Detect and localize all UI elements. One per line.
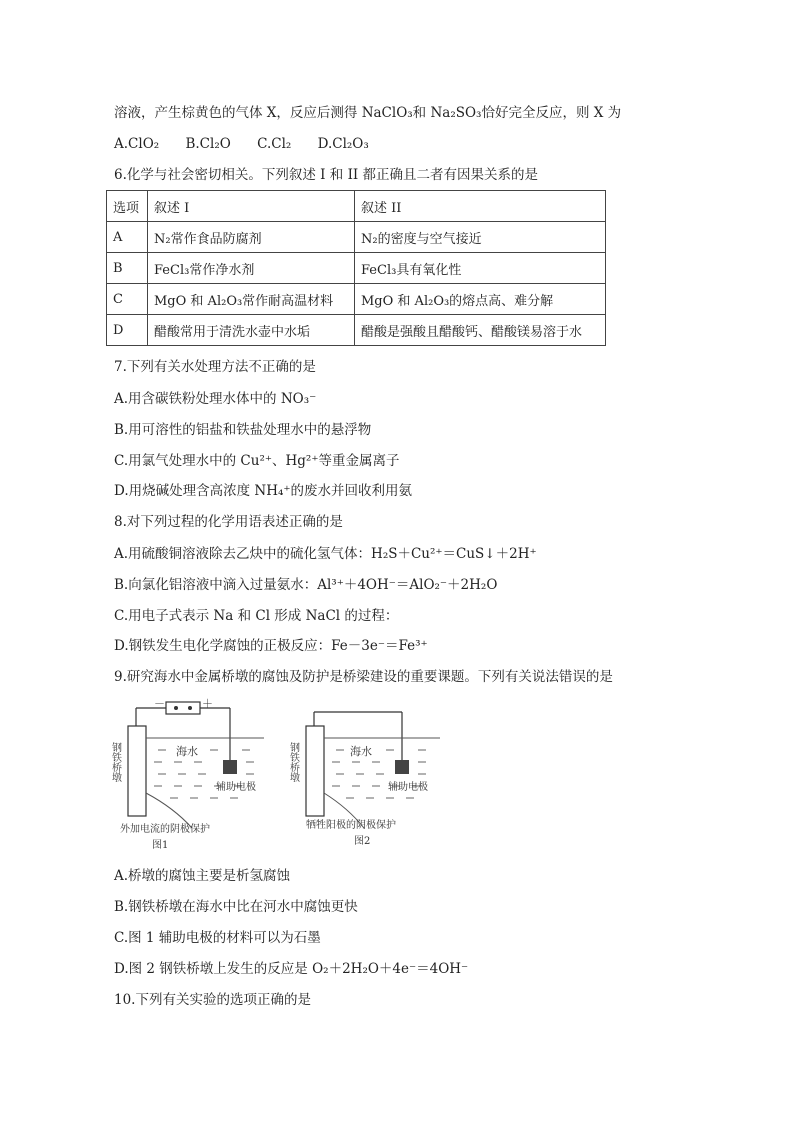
q9-figures	[109, 697, 444, 858]
electrode-label-1: 辅助电极	[216, 782, 256, 793]
minus-label: －	[154, 697, 165, 710]
row-option: C	[107, 284, 148, 315]
row-statement-1: 醋酸常用于清洗水壶中水垢	[148, 315, 355, 346]
row-statement-2: FeCl₃具有氧化性	[355, 253, 606, 284]
q9-option-d: D.图 2 钢铁桥墩上发生的反应是 O₂＋2H₂O＋4e⁻＝4OH⁻	[114, 961, 469, 977]
q10-stem: 10.下列有关实验的选项正确的是	[114, 992, 311, 1008]
q8-option-d: D.钢铁发生电化学腐蚀的正极反应：Fe－3e⁻＝Fe³⁺	[114, 638, 428, 654]
q7-option-a: A.用含碳铁粉处理水体中的 NO₃⁻	[114, 391, 317, 407]
row-statement-2: N₂的密度与空气接近	[355, 222, 606, 253]
caption-1: 外加电流的阴极保护	[120, 824, 210, 835]
steel-pier-2	[306, 726, 324, 816]
auxiliary-electrode-1	[223, 760, 237, 774]
q7-option-d: D.用烧碱处理含高浓度 NH₄⁺的废水并回收利用氨	[114, 483, 413, 499]
table-row	[107, 222, 606, 253]
steel-pier-1	[128, 726, 146, 816]
electrode-label-2: 辅助电极	[388, 782, 428, 793]
row-option: B	[107, 253, 148, 284]
q9-stem: 9.研究海水中金属桥墩的腐蚀及防护是桥梁建设的重要课题。下列有关说法错误的是	[114, 669, 613, 685]
row-statement-2: MgO 和 Al₂O₃的熔点高、难分解	[355, 284, 606, 315]
q9-option-c: C.图 1 辅助电极的材料可以为石墨	[114, 930, 321, 946]
caption-2: 牺牲阳极的阴极保护	[306, 820, 396, 831]
header-statement-2: 叙述 II	[355, 191, 606, 222]
row-option: D	[107, 315, 148, 346]
header-option: 选项	[107, 191, 148, 222]
q6-table	[106, 190, 606, 346]
table-row	[107, 284, 606, 315]
figure-label-2: 图2	[354, 836, 371, 847]
q7-option-b: B.用可溶性的铝盐和铁盐处理水中的悬浮物	[114, 422, 372, 438]
q8-option-b: B.向氯化铝溶液中滴入过量氨水：Al³⁺＋4OH⁻＝AlO₂⁻＋2H₂O	[114, 577, 498, 593]
q5-option-b: B.Cl₂O	[185, 136, 231, 152]
water-label-1: 海水	[176, 745, 198, 758]
q9-option-b: B.钢铁桥墩在海水中比在河水中腐蚀更快	[114, 899, 358, 915]
plus-label: ＋	[202, 697, 213, 710]
row-statement-1: FeCl₃常作净水剂	[148, 253, 355, 284]
table-row	[107, 253, 606, 284]
header-statement-1: 叙述 I	[148, 191, 355, 222]
seabed-1	[146, 793, 192, 828]
water-label-2: 海水	[350, 745, 372, 758]
row-statement-1: N₂常作食品防腐剂	[148, 222, 355, 253]
row-option: A	[107, 222, 148, 253]
pier-label-2: 钢铁桥墩	[287, 742, 299, 782]
row-statement-1: MgO 和 Al₂O₃常作耐高温材料	[148, 284, 355, 315]
q8-option-a: A.用硫酸铜溶液除去乙炔中的硫化氢气体：H₂S＋Cu²⁺＝CuS↓＋2H⁺	[114, 546, 537, 562]
table-header-row	[107, 191, 606, 222]
table-row	[107, 315, 606, 346]
q8-stem: 8.对下列过程的化学用语表述正确的是	[114, 514, 343, 530]
q5-continuation-text: 溶液，产生棕黄色的气体 X，反应后测得 NaClO₃和 Na₂SO₃恰好完全反应，则 X 为	[114, 105, 622, 121]
q5-option-d: D.Cl₂O₃	[317, 136, 369, 152]
row-statement-2: 醋酸是强酸且醋酸钙、醋酸镁易溶于水	[355, 315, 606, 346]
figure-2	[288, 712, 441, 847]
power-supply-icon	[166, 702, 200, 714]
q7-stem: 7.下列有关水处理方法不正确的是	[114, 359, 316, 375]
pier-label-1: 钢铁桥墩	[109, 742, 121, 782]
q5-option-c: C.Cl₂	[257, 136, 292, 152]
auxiliary-electrode-2	[395, 760, 409, 774]
q7-option-c: C.用氯气处理水中的 Cu²⁺、Hg²⁺等重金属离子	[114, 453, 400, 469]
figure-label-1: 图1	[152, 840, 169, 851]
q8-option-c: C.用电子式表示 Na 和 Cl 形成 NaCl 的过程：	[114, 608, 399, 624]
figure-1	[110, 697, 265, 851]
q9-option-a: A.桥墩的腐蚀主要是析氢腐蚀	[114, 868, 291, 884]
q5-option-a: A.ClO₂	[114, 136, 160, 152]
q6-stem: 6.化学与社会密切相关。下列叙述 I 和 II 都正确且二者有因果关系的是	[114, 167, 539, 183]
q5-options	[114, 135, 391, 153]
